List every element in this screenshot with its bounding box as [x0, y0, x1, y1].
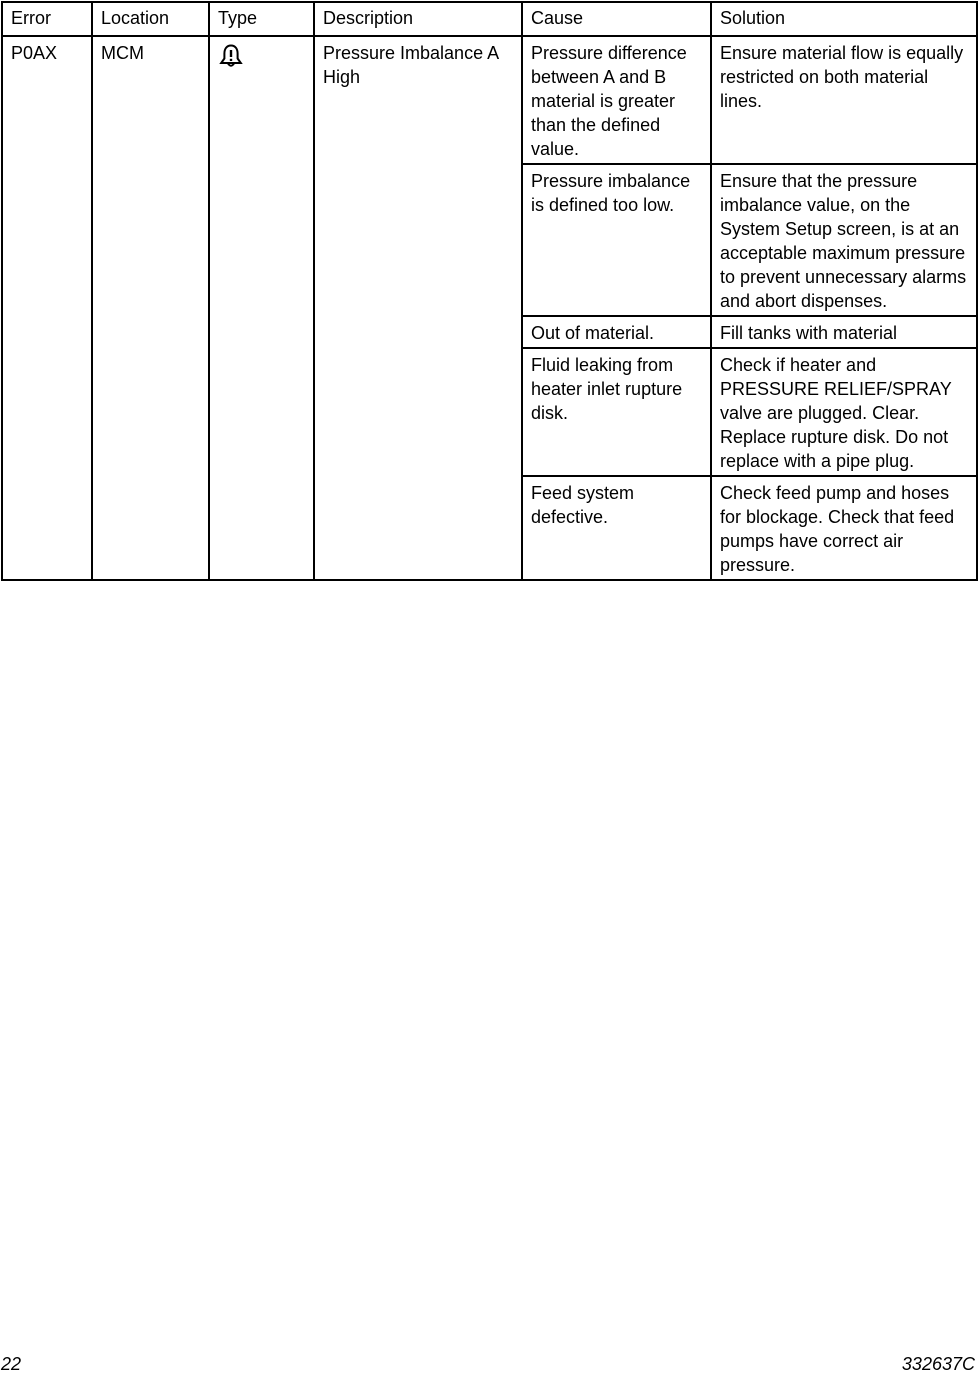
solution-cell: Check feed pump and hoses for blockage. Check that feed pumps have correct air pressure. — [711, 476, 977, 580]
table-row — [2, 36, 977, 164]
error-description: Pressure Imbalance A High — [314, 36, 522, 580]
cause-cell: Out of material. — [522, 316, 711, 348]
solution-cell: Check if heater and PRESSURE RELIEF/SPRAY valve are plugged. Clear. Replace rupture disk. Do not replace with a pipe plug. — [711, 348, 977, 476]
alarm-bell-icon — [218, 43, 244, 69]
header-location: Location — [92, 2, 209, 36]
header-description: Description — [314, 2, 522, 36]
solution-cell: Ensure that the pressure imbalance value, on the System Setup screen, is at an acceptable maximum pressure to prevent unnecessary alarms and abort dispenses. — [711, 164, 977, 316]
header-type: Type — [209, 2, 314, 36]
solution-cell: Fill tanks with material — [711, 316, 977, 348]
cause-cell: Pressure difference between A and B material is greater than the defined value. — [522, 36, 711, 164]
header-solution: Solution — [711, 2, 977, 36]
error-code: P0AX — [2, 36, 92, 580]
cause-cell: Pressure imbalance is defined too low. — [522, 164, 711, 316]
cause-cell: Fluid leaking from heater inlet rupture disk. — [522, 348, 711, 476]
document-id: 332637C — [901, 1354, 975, 1374]
page-number: 22 — [1, 1354, 22, 1374]
solution-cell: Ensure material flow is equally restricted on both material lines. — [711, 36, 977, 164]
cause-cell: Feed system defective. — [522, 476, 711, 580]
header-error: Error — [2, 2, 92, 36]
table-header-row — [2, 2, 977, 36]
header-cause: Cause — [522, 2, 711, 36]
error-location: MCM — [92, 36, 209, 580]
error-table — [1, 1, 978, 581]
error-type — [209, 36, 314, 580]
